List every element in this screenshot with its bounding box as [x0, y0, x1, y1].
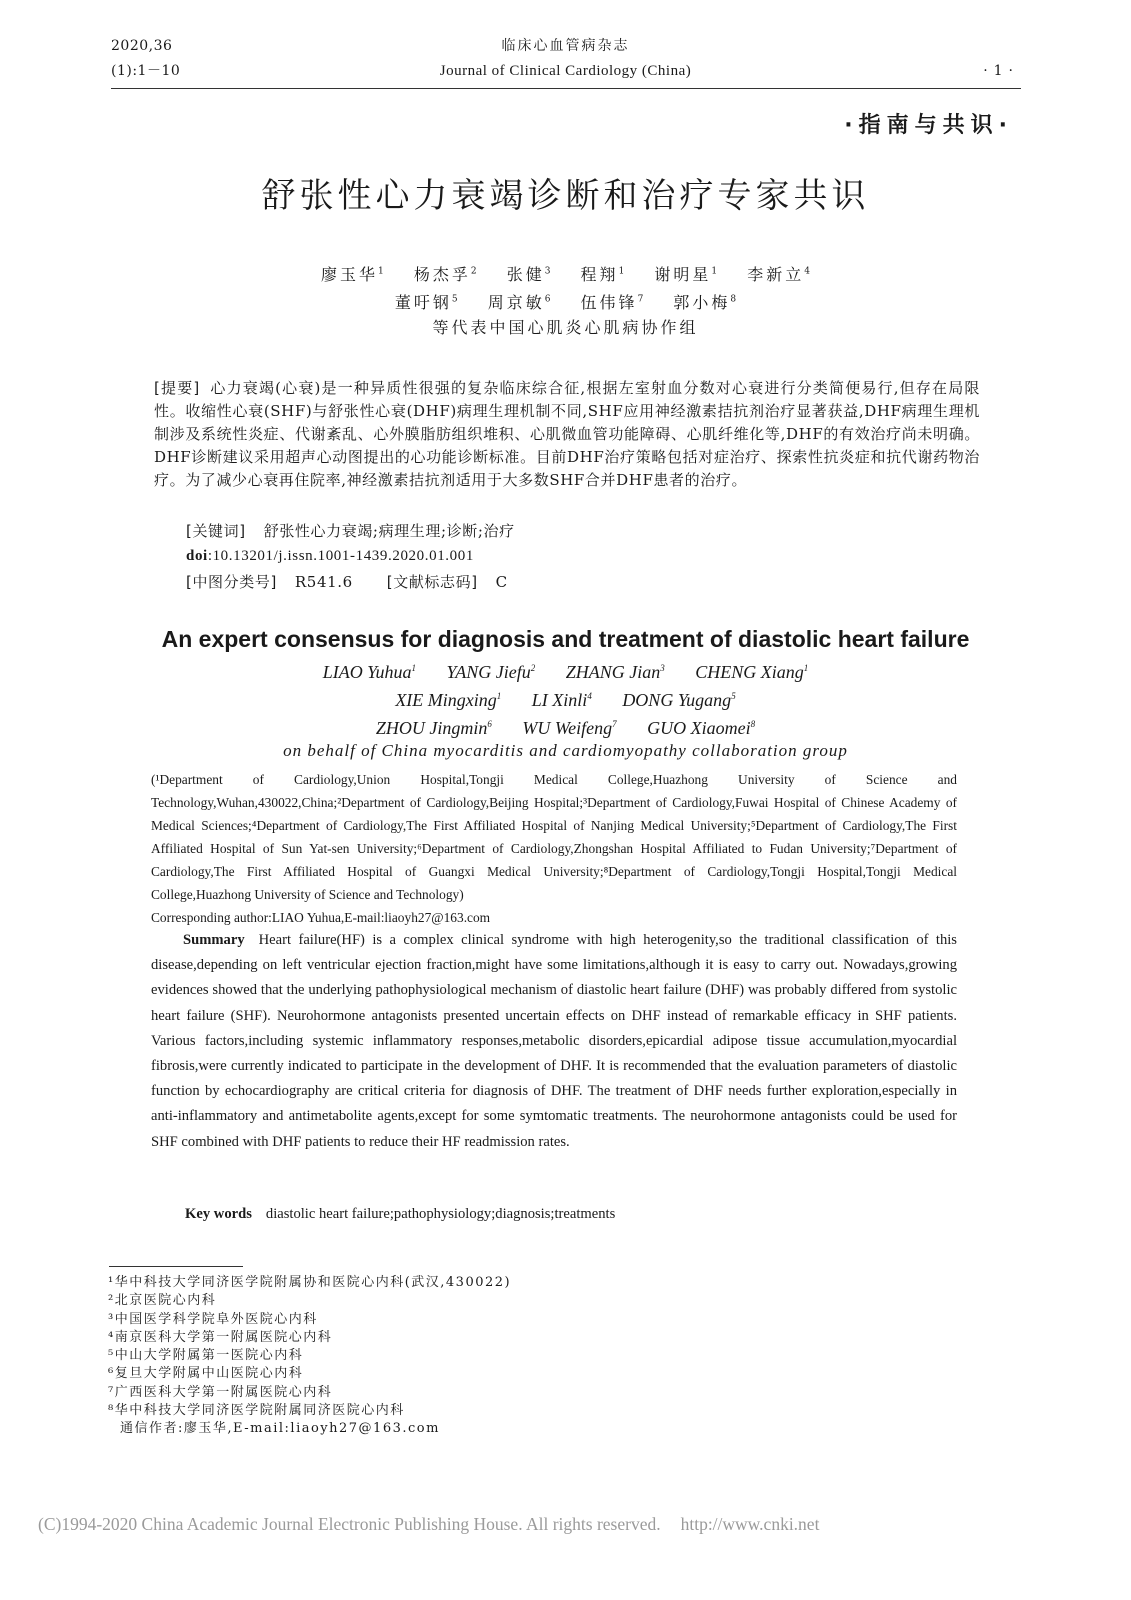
affiliations-text: (¹Department of Cardiology,Union Hospital,Tongji Medical College,Huazhong University of Science and Technology,Wuhan,430022,China;²Department of Cardiology,Beijing Hospital;³Department of Cardiology,Fuwai Hospital of Chinese Academy of Medical Sciences;⁴Department of Cardiology,The First Affiliated Hospital of Nanjing Medical University;⁵Department of Cardiology,The First Affiliated Hospital of Sun Yat-sen University;⁶Department of Cardiology,Zhongshan Hospital Affiliated to Fudan University;⁷Department of Cardiology,The First Affiliated Hospital of Guangxi Medical University;⁸Department of Cardiology,Tongji Hospital,Tongji Medical College,Huazhong University of Science and Technology) — [151, 772, 957, 902]
author-cn: 杨杰孚$^2$ — [413, 265, 477, 285]
issue-pages: (1):1－10 — [111, 63, 181, 79]
doi-label: doi — [186, 548, 208, 564]
affiliations-en — [151, 768, 957, 929]
author-cn: 谢明星$^1$ — [654, 265, 718, 285]
footnote-item: ³中国医学科学院阜外医院心内科 — [108, 1311, 318, 1327]
authors-cn-line-2 — [0, 290, 1131, 313]
keywords-cn — [186, 521, 515, 541]
section-tag: ·指南与共识· — [844, 113, 1013, 138]
author-cn: 伍伟锋$^7$ — [580, 293, 644, 313]
author-cn: 周京敏$^6$ — [487, 293, 551, 313]
copyright-line — [38, 1514, 819, 1535]
author-en: XIE Mingxing$^1$ — [395, 690, 502, 710]
authors-en-line-2 — [0, 684, 1131, 712]
footnote-item: 通信作者:廖玉华,E-mail:liaoyh27@163.com — [120, 1421, 440, 1437]
doi-line — [186, 546, 474, 566]
footnotes — [108, 1274, 511, 1439]
author-en: CHENG Xiang$^1$ — [695, 662, 809, 682]
keywords-cn-text: 舒张性心力衰竭;病理生理;诊断;治疗 — [263, 522, 515, 540]
doi-value: :10.13201/j.issn.1001-1439.2020.01.001 — [207, 548, 474, 564]
copyright-text: (C)1994-2020 China Academic Journal Electronic Publishing House. All rights reserved. — [38, 1514, 661, 1534]
summary-en — [151, 928, 957, 1155]
authors-en-line-1 — [0, 656, 1131, 684]
author-en: LIAO Yuhua$^1$ — [322, 662, 417, 682]
footnote-item: ¹华中科技大学同济医学院附属协和医院心内科(武汉,430022) — [108, 1275, 512, 1290]
abstract-cn-text: 心力衰竭(心衰)是一种异质性很强的复杂临床综合征,根据左室射血分数对心衰进行分类简便易行,但存在局限性。收缩性心衰(SHF)与舒张性心衰(DHF)病理生理机制不同,SHF应用神经激素拮抗剂治疗显著获益,DHF病理生理机制涉及系统性炎症、代谢紊乱、心外膜脂肪组织堆积、心肌微血管功能障碍、心肌纤维化等,DHF的有效治疗尚未明确。DHF诊断建议采用超声心动图提出的心功能诊断标准。目前DHF治疗策略包括对症治疗、探索性抗炎症和抗代谢药物治疗。为了减少心衰再住院率,神经激素拮抗剂适用于大多数SHF合并DHF患者的治疗。 — [154, 379, 980, 489]
footnote-item: ²北京医院心内科 — [108, 1293, 217, 1309]
authors-cn-line-1 — [0, 262, 1131, 285]
author-en: DONG Yugang$^5$ — [622, 690, 736, 710]
abstract-cn-label: [提要] — [154, 379, 200, 397]
volume-year: 2020,36 — [111, 38, 173, 54]
footnote-item: ⁶复旦大学附属中山医院心内科 — [108, 1366, 304, 1382]
author-cn: 张健$^3$ — [506, 265, 551, 285]
doc-code-label: [文献标志码] — [386, 573, 478, 591]
footnote-item: ⁷广西医科大学第一附属医院心内科 — [108, 1384, 333, 1400]
abstract-cn — [154, 377, 980, 492]
author-en: WU Weifeng$^7$ — [522, 718, 617, 738]
author-cn: 廖玉华$^1$ — [321, 265, 384, 285]
author-cn: 程翔$^1$ — [580, 265, 625, 285]
author-en: LI Xinli$^4$ — [531, 690, 592, 710]
footnote-item: ⁵中山大学附属第一医院心内科 — [108, 1348, 304, 1364]
summary-label: Summary — [183, 932, 245, 948]
doc-code-value: C — [495, 573, 508, 591]
author-en: ZHANG Jian$^3$ — [565, 662, 665, 682]
clc-label: [中图分类号] — [186, 573, 277, 591]
keywords-cn-label: [关键词] — [186, 522, 246, 540]
page-number: ·1· — [983, 63, 1019, 79]
header-rule — [111, 88, 1021, 89]
author-cn: 董吁钢$^5$ — [394, 293, 458, 313]
author-en: ZHOU Jingmin$^6$ — [375, 718, 492, 738]
behalf-en: on behalf of China myocarditis and cardiomyopathy collaboration group — [283, 741, 848, 760]
keywords-en-label: Key words — [185, 1206, 252, 1222]
journal-title-en: Journal of Clinical Cardiology (China) — [439, 63, 692, 79]
footnote-rule — [109, 1266, 243, 1267]
classification-line — [186, 572, 508, 592]
author-cn: 李新立$^4$ — [747, 265, 810, 285]
summary-text: Heart failure(HF) is a complex clinical syndrome with high heterogenity,so the traditional classification of this disease,depending on left ventricular ejection fraction,might have some limitations,although it is easy to carry out. Nowadays,growing evidences showed that the underlying pathophysiological mechanism of diastolic heart failure (DHF) was probably differed from systolic heart failure (SHF). Neurohormone antagonists presented uncertain effects on DHF instead of remarkable efficacy in SHF patients. Various factors,including systemic inflammatory responses,metabolic disorders,epicardial adipose tissue accumulation,myocardial fibrosis,were currently indicated to participate in the development of DHF. It is recommended that the evaluation parameters of diastolic function by echocardiography are critical criteria for diagnosis of DHF. The treatment of DHF needs further exploration,especially in anti-inflammatory and antimetabolite agents,except for some symtomatic treatments. The neurohormone antagonists could be used for SHF combined with DHF patients to reduce their HF readmission rates. — [151, 932, 957, 1150]
corresponding-author-en: Corresponding author:LIAO Yuhua,E-mail:liaoyh27@163.com — [151, 910, 491, 925]
author-cn: 郭小梅$^8$ — [673, 293, 737, 313]
footnote-item: ⁸华中科技大学同济医学院附属同济医院心内科 — [108, 1403, 405, 1419]
keywords-en-text: diastolic heart failure;pathophysiology;diagnosis;treatments — [265, 1206, 616, 1222]
author-en: GUO Xiaomei$^8$ — [647, 718, 756, 738]
title-en: An expert consensus for diagnosis and treatment of diastolic heart failure — [161, 626, 970, 652]
authors-en-line-3 — [0, 712, 1131, 740]
group-cn: 等代表中国心肌炎心肌病协作组 — [432, 318, 699, 337]
journal-title-cn: 临床心血管病杂志 — [501, 38, 630, 54]
title-cn: 舒张性心力衰竭诊断和治疗专家共识 — [261, 176, 870, 216]
author-en: YANG Jiefu$^2$ — [446, 662, 536, 682]
clc-value: R541.6 — [294, 573, 353, 591]
cnki-link[interactable]: http://www.cnki.net — [680, 1514, 820, 1534]
footnote-item: ⁴南京医科大学第一附属医院心内科 — [108, 1329, 333, 1345]
keywords-en — [185, 1206, 615, 1223]
